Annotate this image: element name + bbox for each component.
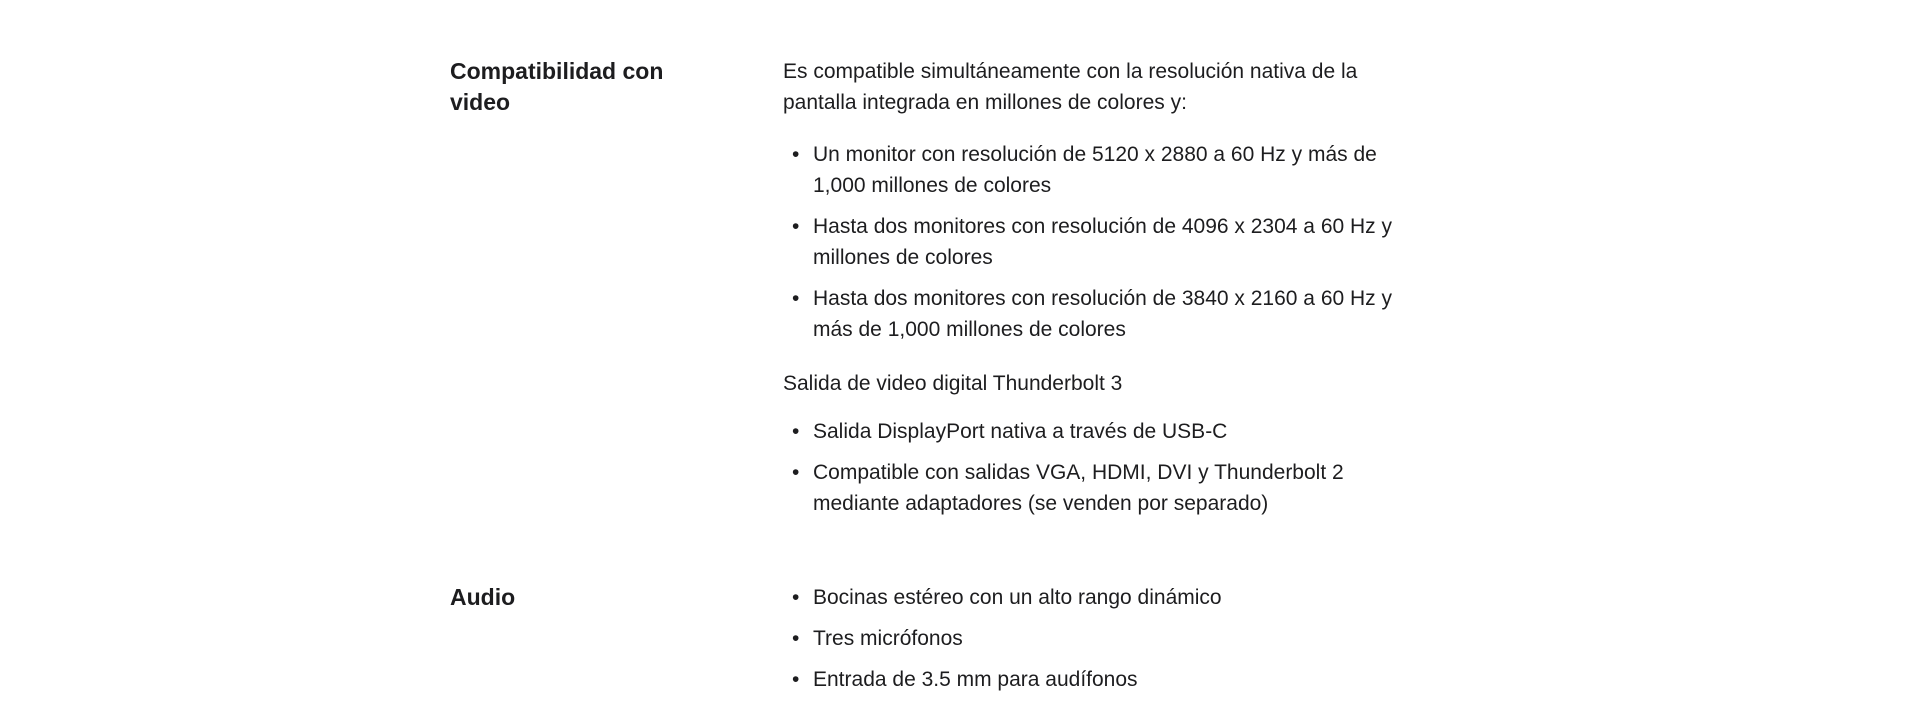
bullet-icon: • [792,287,800,310]
list-item [783,139,1433,201]
list-item-text: Entrada de 3.5 mm para audífonos [813,668,1138,691]
bullet-icon: • [792,461,800,484]
video-support-title: Compatibilidad con video [450,58,664,115]
bullet-icon: • [792,627,800,650]
list-item-text: Hasta dos monitores con resolución de 4096 x 2304 a 60 Hz y millones de colores [813,215,1393,269]
thunderbolt-output-note: Salida de video digital Thunderbolt 3 [783,372,1123,395]
audio-title: Audio [450,584,516,610]
spec-row-audio [0,582,1905,695]
bullet-icon: • [792,143,800,166]
bullet-icon: • [792,586,800,609]
list-item-text: Salida DisplayPort nativa a través de USB-C [813,420,1228,443]
list-item-text: Un monitor con resolución de 5120 x 2880 a 60 Hz y más de 1,000 millones de colores [813,143,1377,197]
video-support-details [783,56,1433,519]
list-item [783,664,1433,695]
list-item-text: Bocinas estéreo con un alto rango dinámico [813,586,1222,609]
list-item [783,283,1433,345]
bullet-icon: • [792,668,800,691]
monitor-support-list [783,139,1433,345]
video-support-intro: Es compatible simultáneamente con la resolución nativa de la pantalla integrada en millones de colores y: [783,60,1358,114]
audio-feature-list [783,582,1433,695]
spec-row-video-support [0,56,1905,519]
video-output-list [783,416,1433,519]
list-item [783,211,1433,273]
bullet-icon: • [792,215,800,238]
list-item [783,416,1433,447]
bullet-icon: • [792,420,800,443]
list-item-text: Tres micrófonos [813,627,963,650]
list-item [783,582,1433,613]
list-item [783,457,1433,519]
list-item [783,623,1433,654]
list-item-text: Hasta dos monitores con resolución de 3840 x 2160 a 60 Hz y más de 1,000 millones de colores [813,287,1393,341]
audio-details [783,582,1433,695]
list-item-text: Compatible con salidas VGA, HDMI, DVI y Thunderbolt 2 mediante adaptadores (se venden por separado) [813,461,1344,515]
